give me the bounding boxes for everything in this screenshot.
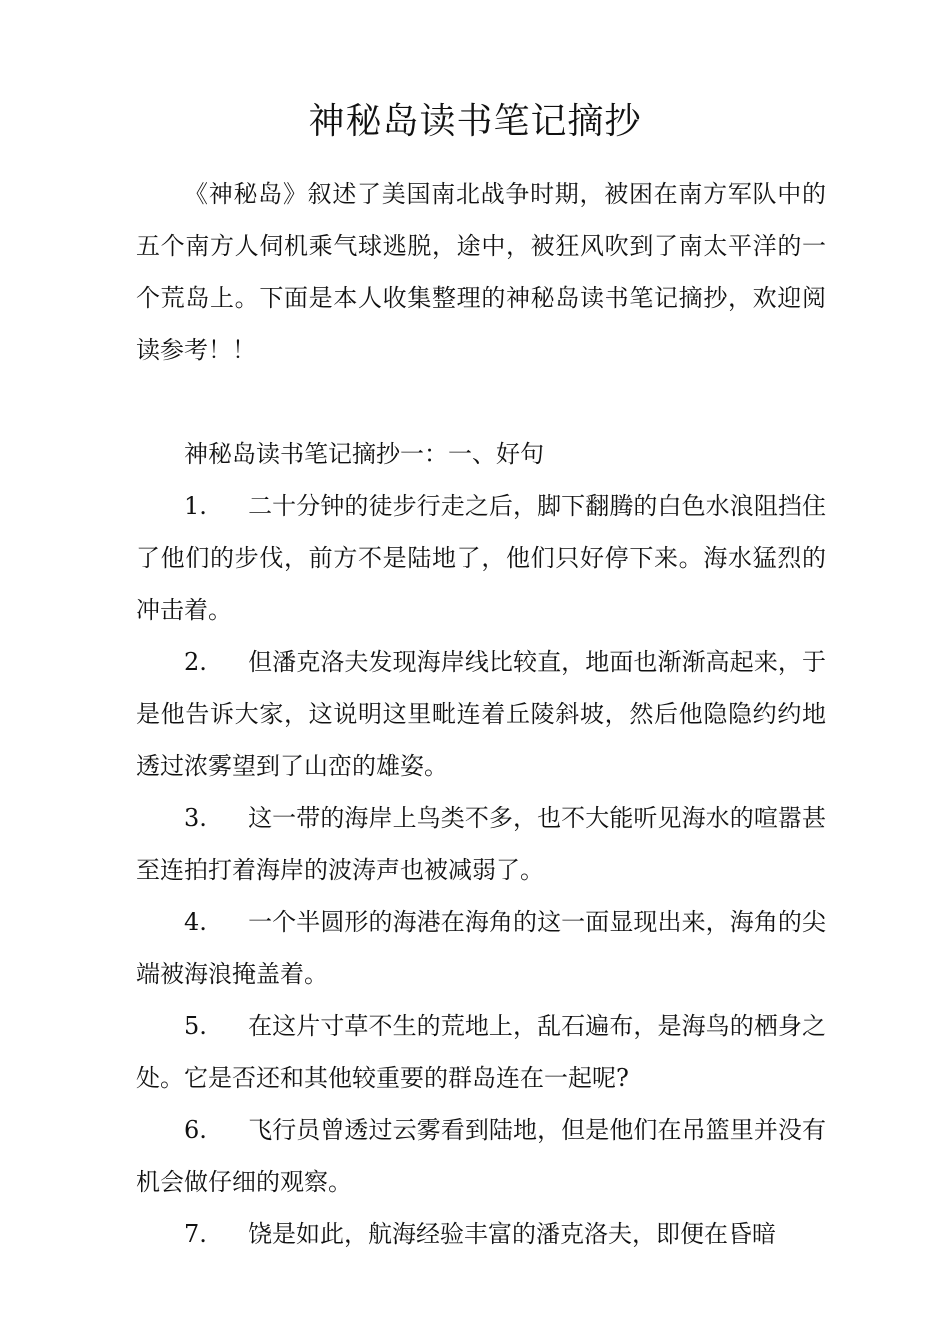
section-heading: 神秘岛读书笔记摘抄一：一、好句 [184,440,544,468]
list-item [136,480,826,636]
list-item-number: 5. [184,1012,207,1040]
intro-paragraph: 《神秘岛》叙述了美国南北战争时期，被困在南方军队中的五个南方人伺机乘气球逃脱，途中，被狂风吹到了南太平洋的一个荒岛上。下面是本人收集整理的神秘岛读书笔记摘抄，欢迎阅读参考！！ [136,180,826,364]
document-body [136,168,826,1260]
list-item-text: 一个半圆形的海港在海角的这一面显现出来，海角的尖端被海浪掩盖着。 [136,908,826,988]
list-item-number: 6. [184,1116,207,1144]
list-item-number: 4. [184,908,207,936]
list-item [136,792,826,896]
list-item-number: 7. [184,1220,207,1248]
list-item-text: 这一带的海岸上鸟类不多，也不大能听见海水的喧嚣甚至连拍打着海岸的波涛声也被减弱了。 [136,804,826,884]
list-item [136,896,826,1000]
paragraph-spacer [136,376,826,428]
list-item [136,1104,826,1208]
list-item-number: 3. [184,804,207,832]
list-item-text: 但潘克洛夫发现海岸线比较直，地面也渐渐高起来，于是他告诉大家，这说明这里毗连着丘陵斜坡，然后他隐隐约约地透过浓雾望到了山峦的雄姿。 [136,648,826,780]
list-item-text: 飞行员曾透过云雾看到陆地，但是他们在吊篮里并没有机会做仔细的观察。 [136,1116,826,1196]
list-item-text: 饶是如此，航海经验丰富的潘克洛夫，即便在昏暗 [248,1220,776,1248]
list-item-text: 在这片寸草不生的荒地上，乱石遍布，是海鸟的栖身之处。它是否还和其他较重要的群岛连在一起呢? [136,1012,826,1092]
list-item-text: 二十分钟的徒步行走之后，脚下翻腾的白色水浪阻挡住了他们的步伐，前方不是陆地了，他们只好停下来。海水猛烈的冲击着。 [136,492,826,624]
page-title: 神秘岛读书笔记摘抄 [308,101,642,142]
list-item-number: 1. [184,492,207,520]
list-item-number: 2. [184,648,207,676]
list-item [136,1208,826,1260]
list-item [136,636,826,792]
list-item [136,1000,826,1104]
